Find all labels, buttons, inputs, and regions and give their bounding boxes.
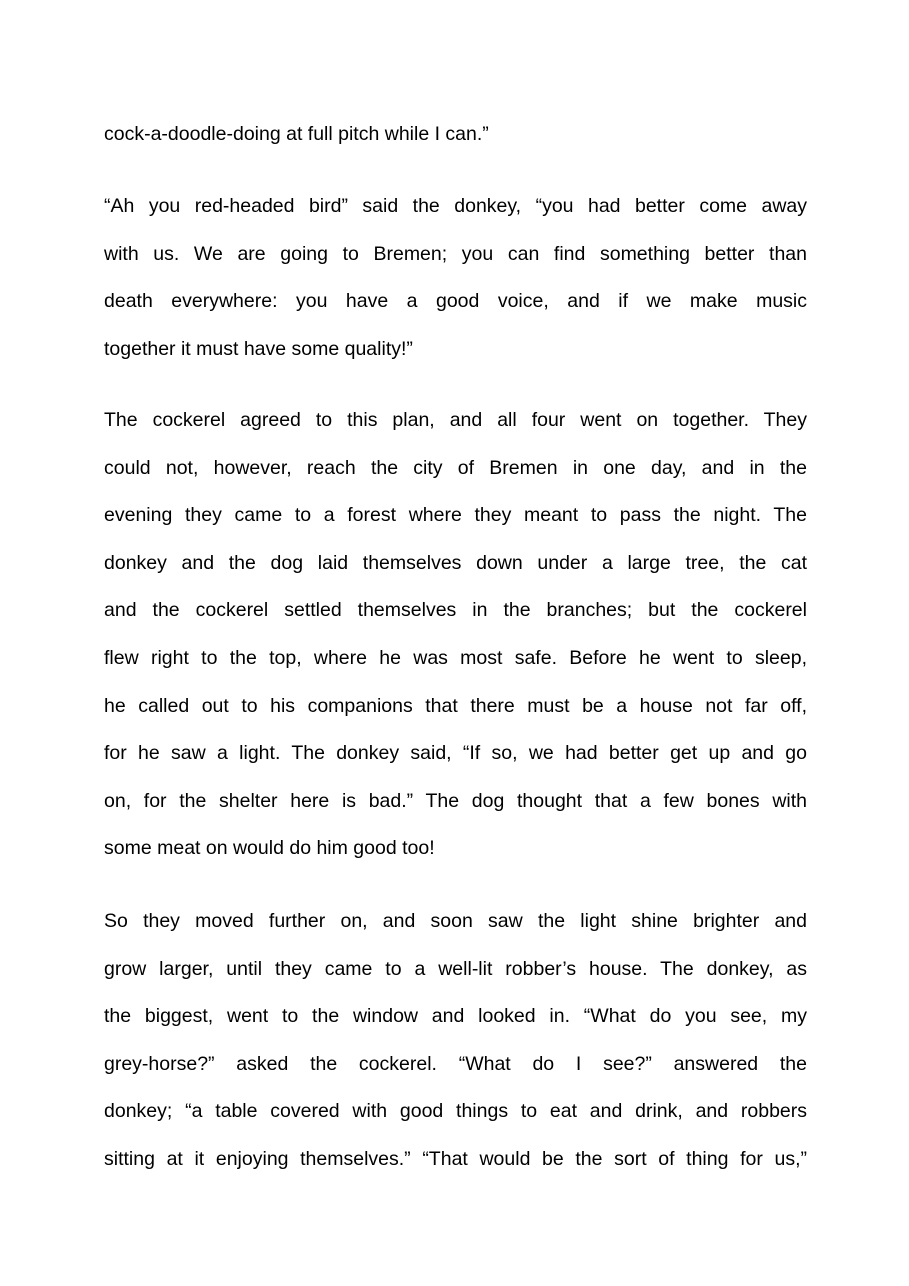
text-line: evening they came to a forest where they meant to pass the night. The: [104, 504, 807, 527]
text-line: for he saw a light. The donkey said, “If so, we had better get up and go: [104, 742, 807, 765]
paragraph-3: [104, 397, 807, 873]
text-line: grow larger, until they came to a well-lit robber’s house. The donkey, as: [104, 957, 807, 980]
text-line: some meat on would do him good too!: [104, 837, 435, 860]
paragraph-2: [104, 183, 807, 373]
text-line: he called out to his companions that there must be a house not far off,: [104, 694, 807, 717]
text-line: sitting at it enjoying themselves.” “That would be the sort of thing for us,”: [104, 1147, 807, 1170]
text-line: So they moved further on, and soon saw the light shine brighter and: [104, 910, 807, 932]
text-line: “Ah you red-headed bird” said the donkey, “you had better come away: [104, 195, 807, 217]
text-line: The cockerel agreed to this plan, and all four went on together. They: [104, 409, 807, 431]
text-line: on, for the shelter here is bad.” The dog thought that a few bones with: [104, 789, 807, 812]
text-line: could not, however, reach the city of Bremen in one day, and in the: [104, 456, 807, 479]
text-line: donkey; “a table covered with good things to eat and drink, and robbers: [104, 1100, 807, 1123]
paragraph-4: [104, 898, 807, 1184]
text-line: the biggest, went to the window and looked in. “What do you see, my: [104, 1005, 807, 1028]
text-line: with us. We are going to Bremen; you can find something better than: [104, 242, 807, 265]
text-line: cock-a-doodle-doing at full pitch while I can.”: [104, 123, 489, 145]
paragraph-1: [104, 111, 807, 159]
text-line: grey-horse?” asked the cockerel. “What do I see?” answered the: [104, 1052, 807, 1075]
text-line: together it must have some quality!”: [104, 337, 413, 360]
text-line: and the cockerel settled themselves in the branches; but the cockerel: [104, 599, 807, 622]
text-line: donkey and the dog laid themselves down under a large tree, the cat: [104, 551, 807, 574]
text-line: death everywhere: you have a good voice, and if we make music: [104, 290, 807, 313]
text-line: flew right to the top, where he was most safe. Before he went to sleep,: [104, 646, 807, 669]
